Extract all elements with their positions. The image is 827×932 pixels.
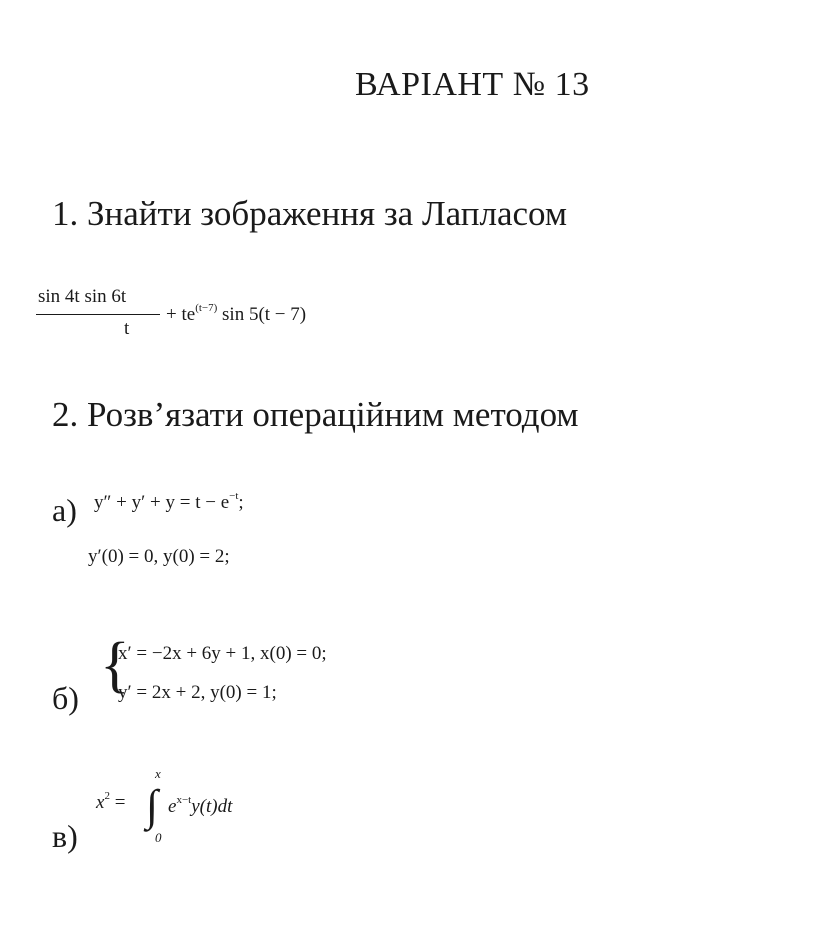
part-a-initial-conditions: y′(0) = 0, y(0) = 2; <box>88 546 230 567</box>
integrand <box>168 796 232 818</box>
integrand-exponent: x−t <box>176 794 192 806</box>
part-a-equation <box>94 492 244 514</box>
integrand-rest: y(t)dt <box>191 796 233 817</box>
part-v-label: в) <box>52 818 78 854</box>
integral-sign: ∫ <box>146 781 159 830</box>
part-v-lhs <box>96 792 125 814</box>
lhs-base: x <box>96 792 105 813</box>
integrand-base: e <box>168 796 177 817</box>
task2-heading: 2. Розв’язати операційним методом <box>52 395 579 434</box>
part-b-label: б) <box>52 680 79 716</box>
lhs-exponent: 2 <box>104 790 110 802</box>
task1-fraction <box>36 286 164 354</box>
part-b-equation-2: y′ = 2x + 2, y(0) = 1; <box>118 682 277 703</box>
task1-expression-rest <box>166 304 306 326</box>
expr-term-sin: sin 5(t − 7) <box>217 304 307 325</box>
part-a-label: а) <box>52 492 77 528</box>
integral-upper-limit: x <box>155 766 161 781</box>
equation-text: y″ + y′ + y = t − e <box>94 492 230 513</box>
equals-sign: = <box>109 792 126 813</box>
fraction-bar <box>36 314 160 315</box>
task1-heading: 1. Знайти зображення за Лапласом <box>52 194 568 233</box>
expr-exponent: (t−7) <box>195 302 218 314</box>
equation-end: ; <box>238 492 244 513</box>
part-b-equation-1: x′ = −2x + 6y + 1, x(0) = 0; <box>118 643 327 664</box>
system-brace: { <box>100 631 130 699</box>
fraction-numerator: sin 4t sin 6t <box>38 286 127 307</box>
page-title: ВАРІАНТ № 13 <box>355 66 590 103</box>
fraction-denominator: t <box>124 318 130 339</box>
equation-exponent: −t <box>229 490 239 502</box>
expr-term: + te <box>166 304 196 325</box>
integral-lower-limit: 0 <box>155 830 162 845</box>
